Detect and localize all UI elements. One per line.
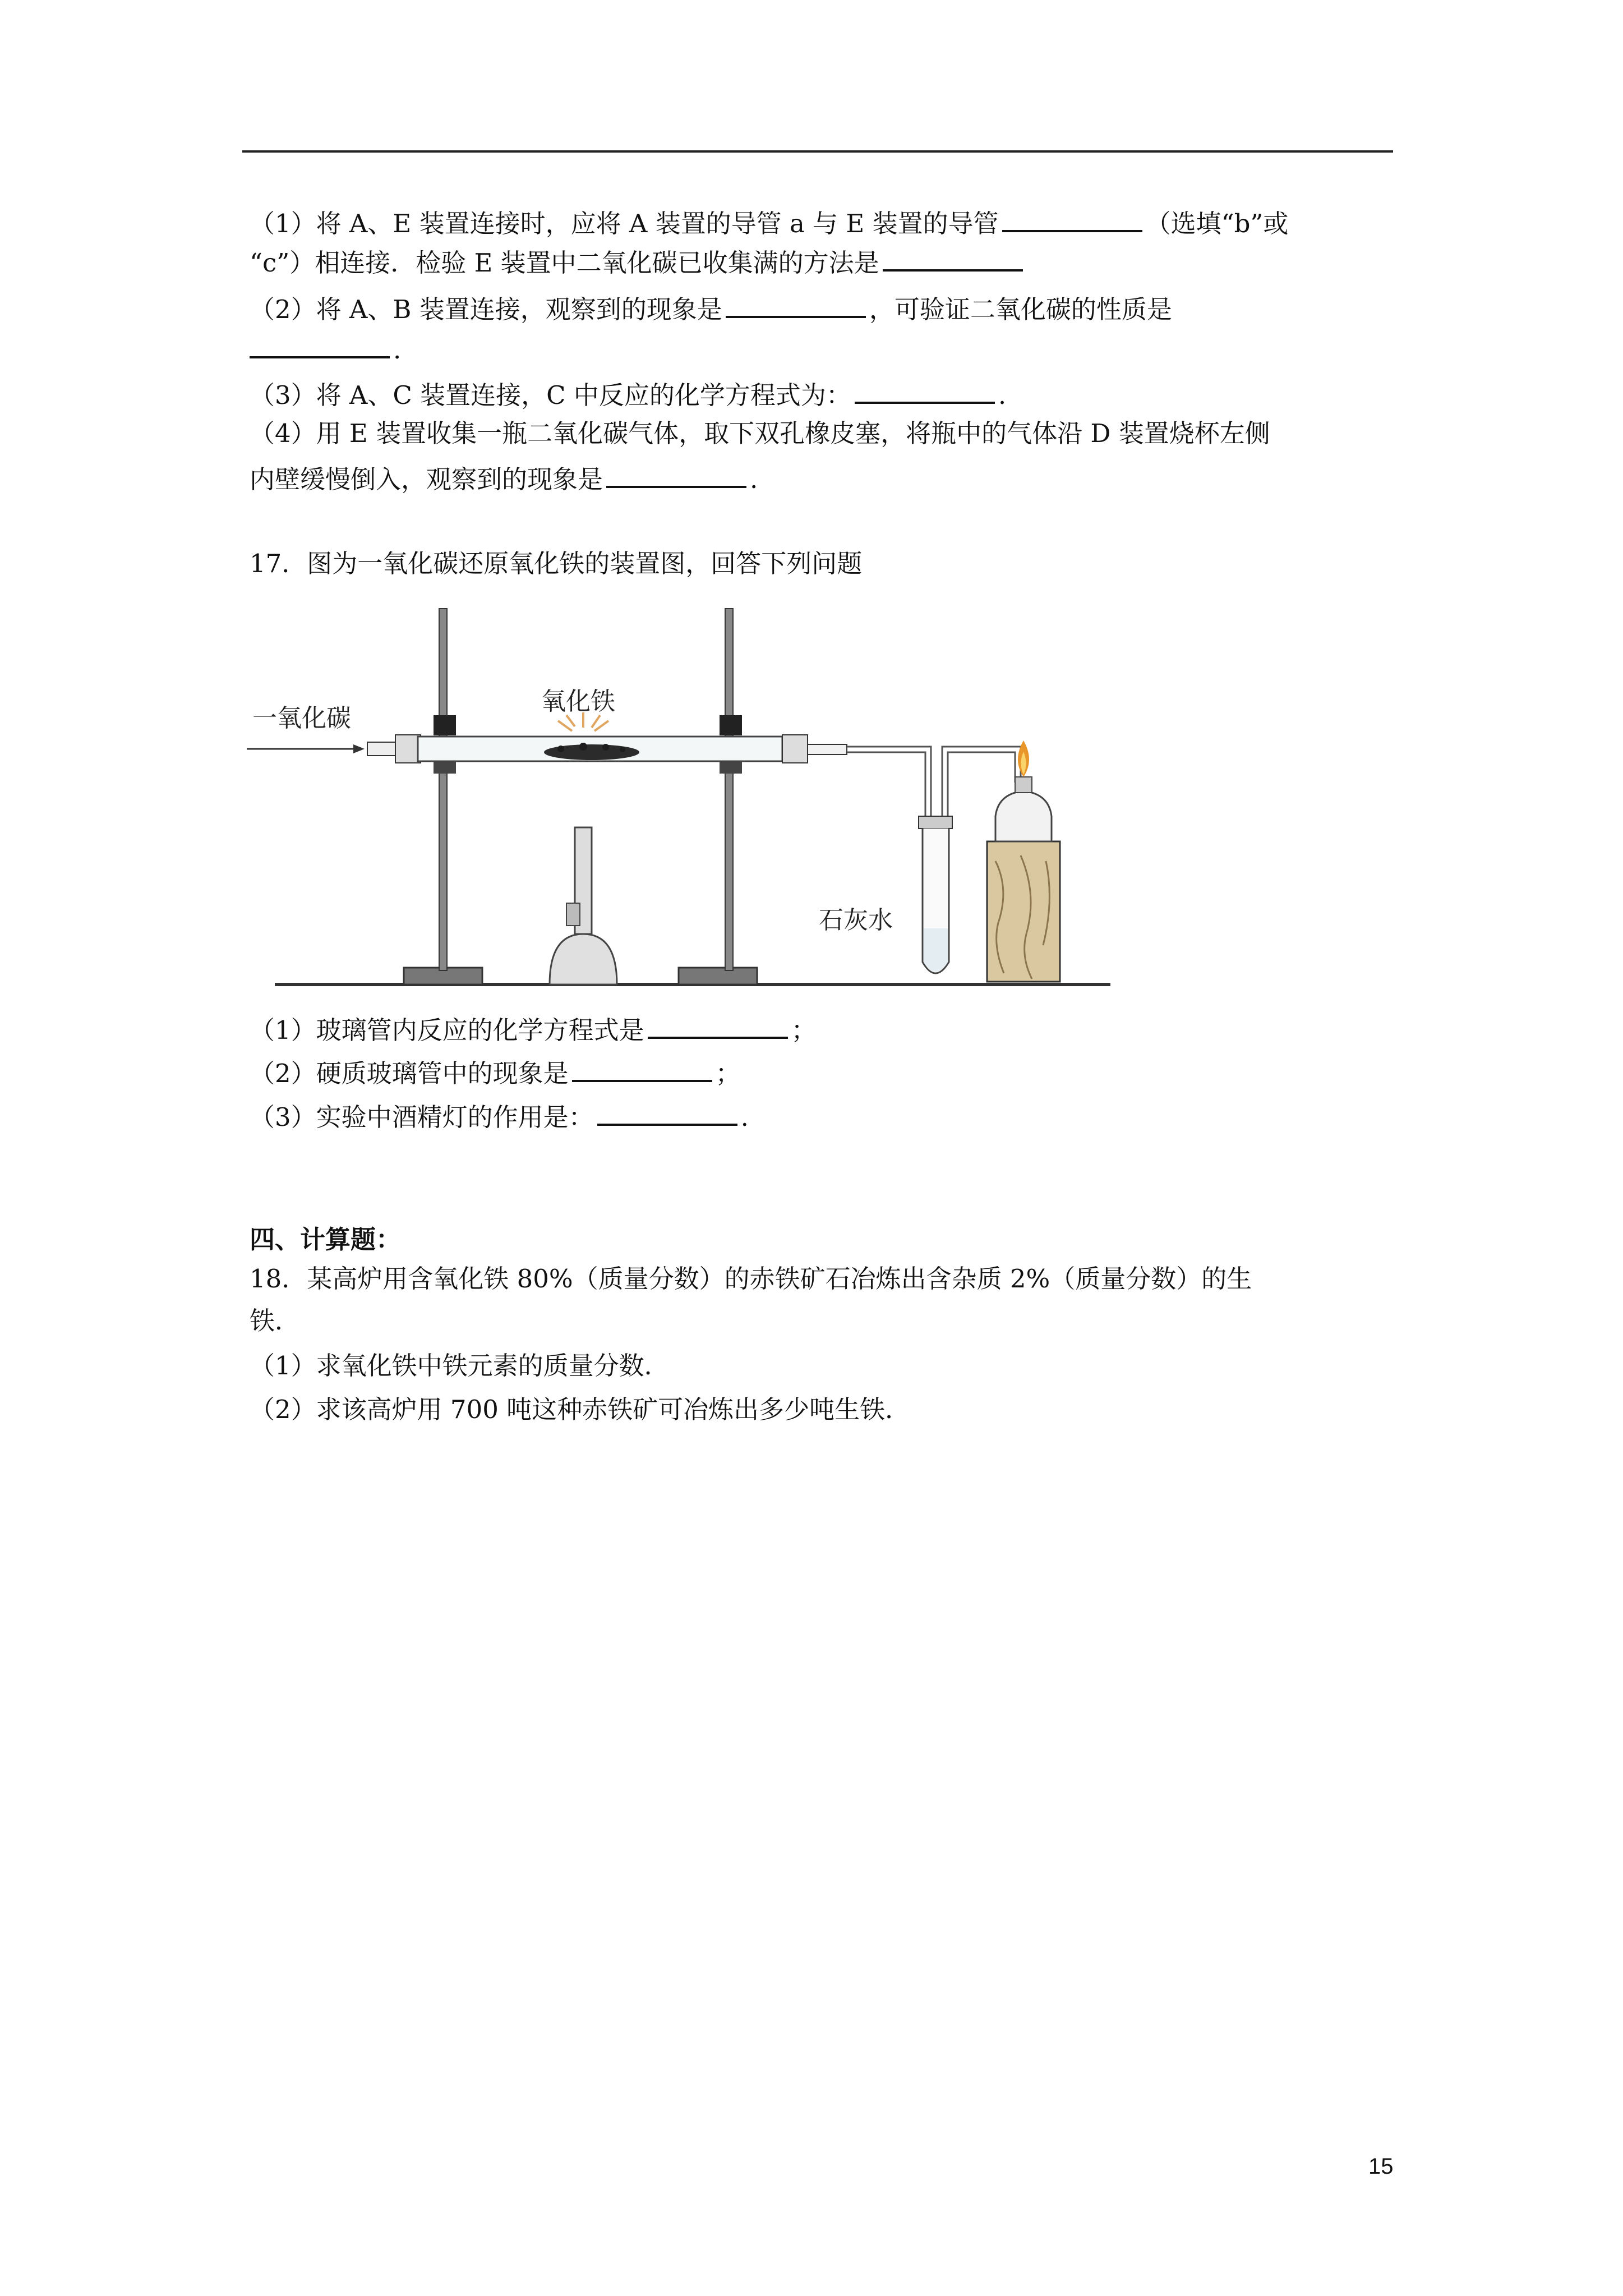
label-limewater: 石灰水 <box>819 906 893 935</box>
q16-line-5: （3）将 A、C 装置连接，C 中反应的化学方程式为： . <box>250 375 1006 412</box>
header-rule <box>242 150 1393 153</box>
q17-title: 17．图为一氧化碳还原氧化铁的装置图，回答下列问题 <box>250 549 863 578</box>
q16-line-7: 内壁缓慢倒入，观察到的现象是 . <box>250 459 758 496</box>
section-heading-calculation: 四、计算题： <box>250 1225 402 1254</box>
q18-part-1: （1）求氧化铁中铁元素的质量分数． <box>250 1351 670 1381</box>
q18-line-2: 铁． <box>250 1306 301 1336</box>
q17-part-1: （1）玻璃管内反应的化学方程式是 ； <box>250 1010 817 1047</box>
test-tube-limewater <box>919 816 952 973</box>
iron-stand-right <box>679 609 757 984</box>
q16-line-1: （1）将 A、E 装置连接时，应将 A 装置的导管 a 与 E 装置的导管 （选填“b”或 <box>250 203 1288 241</box>
q16-line-4: . <box>250 329 401 367</box>
q17-part-2: （2）硬质玻璃管中的现象是 ； <box>250 1053 741 1091</box>
answer-blank[interactable] <box>1002 203 1142 232</box>
answer-blank[interactable] <box>855 375 995 404</box>
q16-line-6: （4）用 E 装置收集一瓶二氧化碳气体，取下双孔橡皮塞，将瓶中的气体沿 D 装置烧杯左侧 <box>250 418 1270 448</box>
answer-blank[interactable] <box>883 242 1023 272</box>
answer-blank[interactable] <box>572 1053 712 1082</box>
iron-stand-left <box>404 609 482 984</box>
q17-part-3: （3）实验中酒精灯的作用是： . <box>250 1097 749 1134</box>
page-number: 15 <box>1368 2154 1394 2179</box>
answer-blank[interactable] <box>648 1010 788 1039</box>
q16-line-3: （2）将 A、B 装置连接，观察到的现象是 ，可验证二氧化碳的性质是 <box>250 289 1172 326</box>
answer-blank[interactable] <box>597 1097 737 1126</box>
label-co: 一氧化碳 <box>252 704 351 733</box>
answer-blank[interactable] <box>250 329 390 358</box>
q18-part-2: （2）求该高炉用 700 吨这种赤铁矿可冶炼出多少吨生铁． <box>250 1395 911 1424</box>
alcohol-lamp <box>987 740 1060 982</box>
q16-line-2: “c”）相连接．检验 E 装置中二氧化碳已收集满的方法是 <box>250 242 1026 280</box>
q18-line-1: 18．某高炉用含氧化铁 80%（质量分数）的赤铁矿石冶炼出含杂质 2%（质量分数）的生 <box>250 1264 1252 1294</box>
answer-blank[interactable] <box>606 459 746 488</box>
co-reduction-apparatus-figure <box>247 597 1133 1001</box>
label-iron-oxide: 氧化铁 <box>541 687 615 716</box>
answer-blank[interactable] <box>726 289 866 318</box>
